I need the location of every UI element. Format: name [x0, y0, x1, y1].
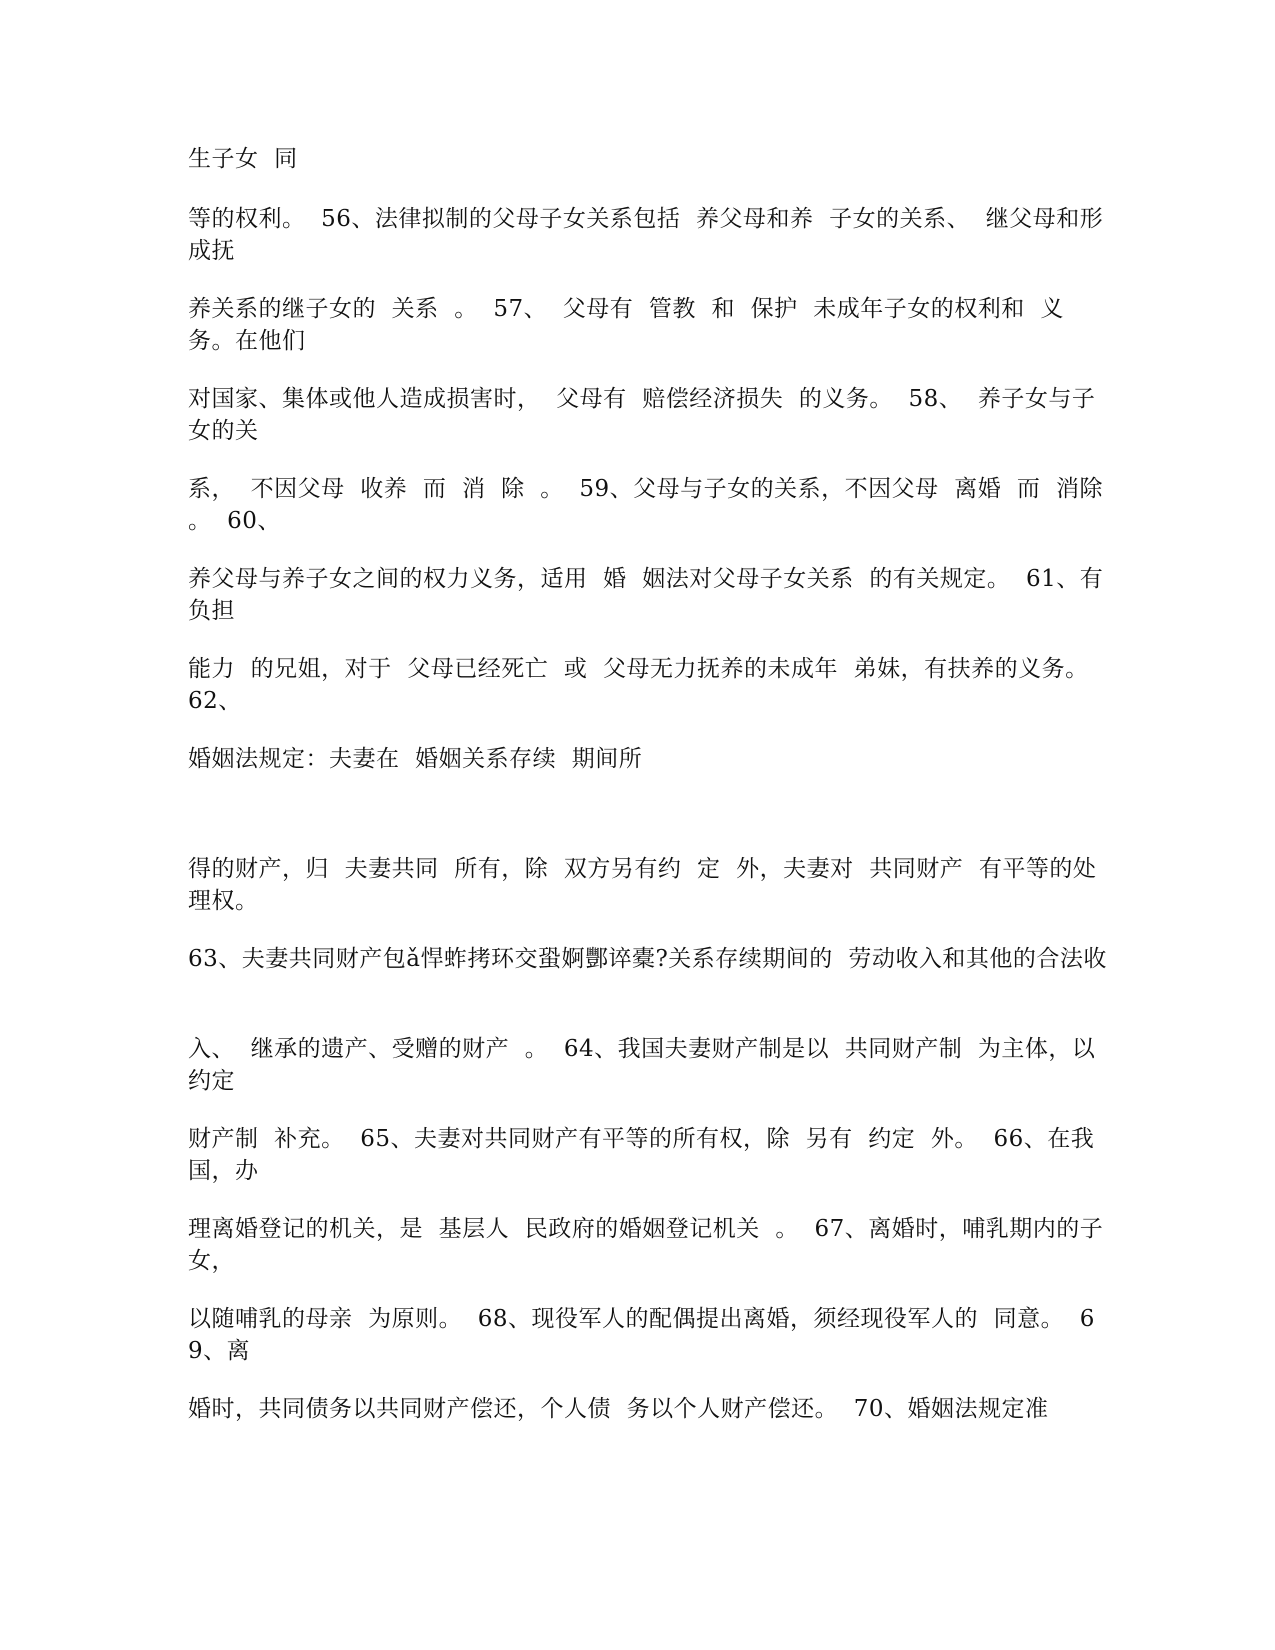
paragraph-3: 养关系的继子女的 关系 。 57、 父母有 管教 和 保护 未成年子女的权利和 义务。在他们	[188, 296, 1064, 354]
paragraph-15: 婚时，共同债务以共同财产偿还，个人债 务以个人财产偿还。 70、婚姻法规定准	[188, 1396, 1049, 1422]
paragraph-14: 以随哺乳的母亲 为原则。 68、现役军人的配偶提出离婚，须经现役军人的 同意。 69、离	[188, 1306, 1095, 1364]
paragraph-13: 理离婚登记的机关，是 基层人 民政府的婚姻登记机关 。 67、离婚时，哺乳期内的子女，	[188, 1216, 1104, 1274]
paragraph-12: 财产制 补充。 65、夫妻对共同财产有平等的所有权，除 另有 约定 外。 66、在我国，办	[188, 1126, 1095, 1184]
paragraph-8: 婚姻法规定：夫妻在 婚姻关系存续 期间所	[188, 746, 643, 772]
paragraph-9: 得的财产，归 夫妻共同 所有，除 双方另有约 定 外，夫妻对 共同财产 有平等的处理权。	[188, 856, 1097, 914]
paragraph-6: 养父母与养子女之间的权力义务，适用 婚 姻法对父母子女关系 的有关规定。 61、有负担	[188, 566, 1104, 624]
paragraph-7: 能力 的兄姐，对于 父母已经死亡 或 父母无力抚养的未成年 弟妹，有扶养的义务。 62、	[188, 656, 1105, 714]
paragraph-10: 63、夫妻共同财产包ǎ悍蚱拷环交蛩婀酆谇橐?关系存续期间的 劳动收入和其他的合法收	[188, 946, 1107, 972]
paragraph-5: 系， 不因父母 收养 而 消 除 。 59、父母与子女的关系，不因父母 离婚 而 消除 。 60、	[188, 476, 1119, 534]
paragraph-2: 等的权利。 56、法律拟制的父母子女关系包括 养父母和养 子女的关系、 继父母和形成抚	[188, 206, 1104, 264]
paragraph-11: 入、 继承的遗产、受赠的财产 。 64、我国夫妻财产制是以 共同财产制 为主体，以 约定	[188, 1036, 1112, 1094]
paragraph-4: 对国家、集体或他人造成损害时， 父母有 赔偿经济损失 的义务。 58、 养子女与子女的关	[188, 386, 1096, 444]
paragraph-1: 生子女 同	[188, 146, 298, 172]
